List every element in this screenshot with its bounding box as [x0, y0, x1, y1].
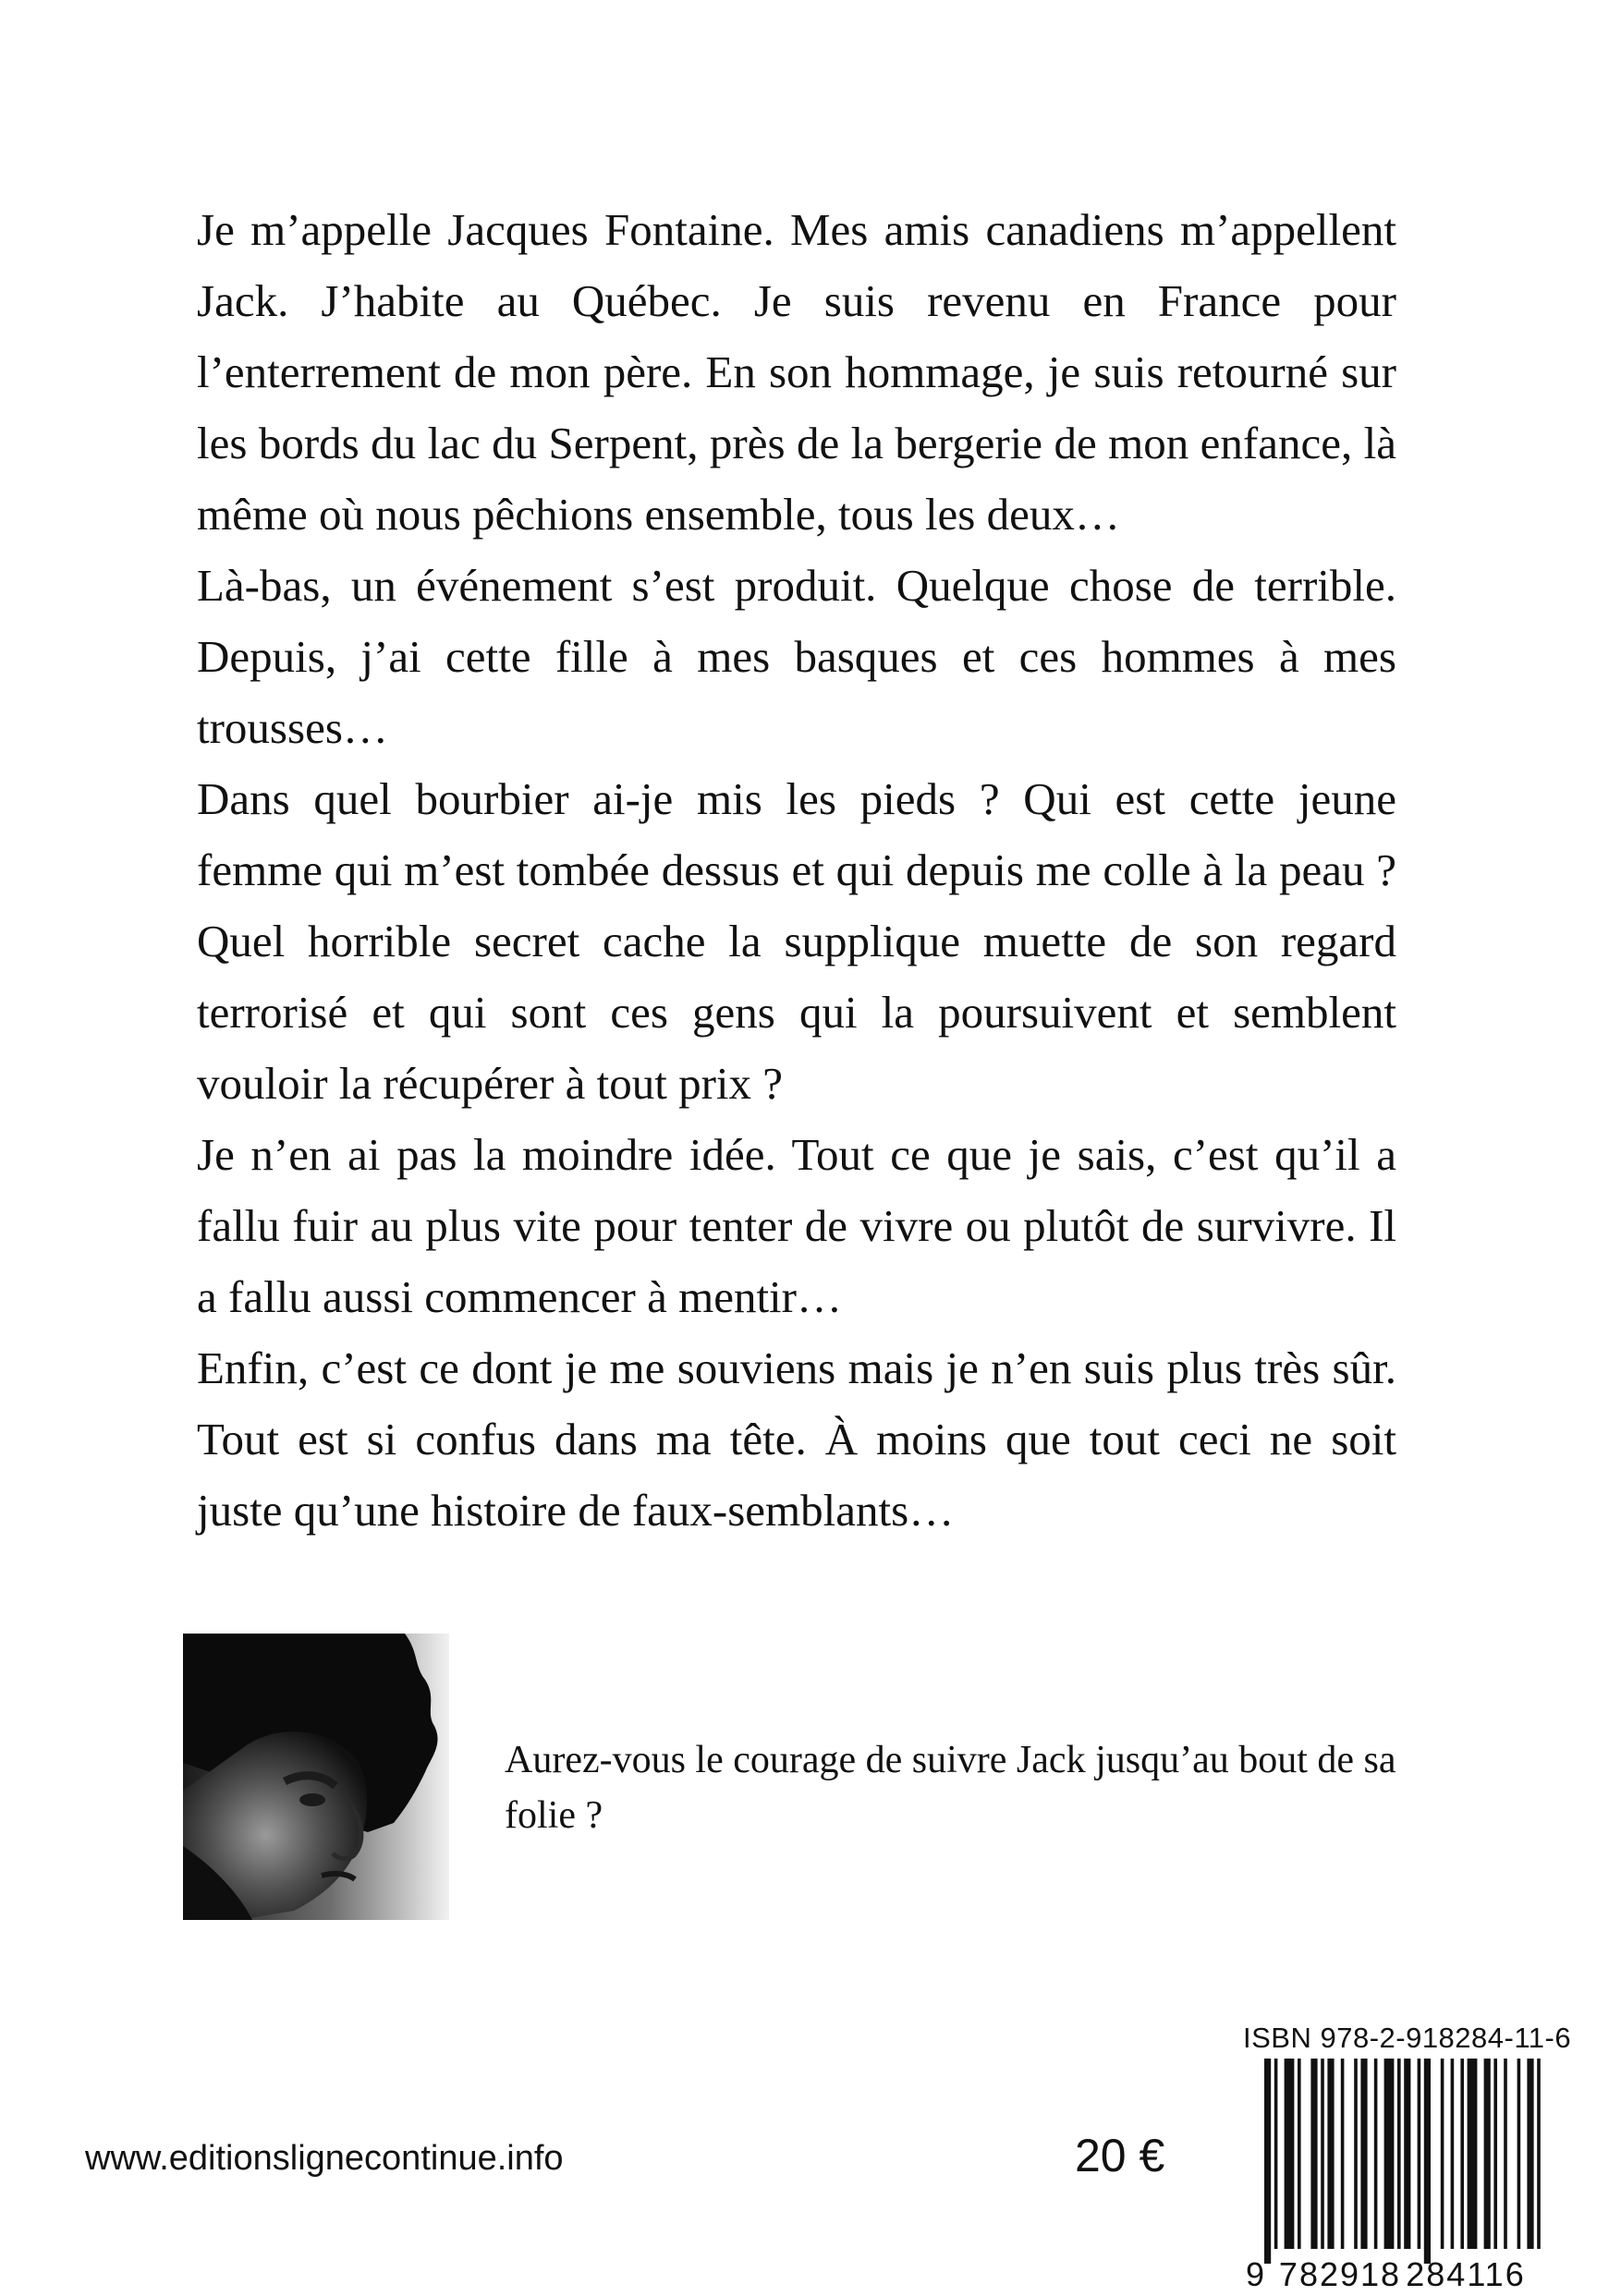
blurb-paragraph: Je n’en ai pas la moindre idée. Tout ce que je sais, c’est qu’il a fallu fuir au plus vite pour tenter de vivre ou plutôt de survivre. Il a fallu aussi commencer à mentir… [197, 1129, 1396, 1322]
tagline: Aurez-vous le courage de suivre Jack jusqu’au bout de sa folie ? [505, 1739, 1396, 1837]
barcode-bar [1451, 2059, 1455, 2249]
barcode-bar [1468, 2059, 1478, 2249]
barcode [1244, 2059, 1545, 2291]
barcode-bar [1310, 2059, 1317, 2249]
barcode-bar [1404, 2059, 1410, 2249]
barcode-bar [1527, 2059, 1533, 2249]
price: 20 € [1075, 2130, 1165, 2181]
barcode-right-group: 284116 [1406, 2255, 1526, 2291]
barcode-bar [1517, 2059, 1521, 2249]
back-cover-blurb [197, 194, 1396, 1546]
blurb-paragraph: Là-bas, un événement s’est produit. Quelque chose de terrible. Depuis, j’ai cette fille à mes basques et ces hommes à mes trousses… [197, 560, 1396, 753]
barcode-bar [1504, 2059, 1507, 2249]
barcode-bar [1341, 2059, 1345, 2249]
blurb-paragraph: Je m’appelle Jacques Fontaine. Mes amis canadiens m’appellent Jack. J’habite au Québec. Je suis revenu en France pour l’enterrement de mon père. En son hommage, je suis retourné sur les bords du lac du Serpent, près de la bergerie de mon enfance, là même où nous pêchions ensemble, tous les deux… [197, 204, 1396, 540]
barcode-bar [1441, 2059, 1444, 2249]
barcode-bar [1460, 2059, 1464, 2249]
barcode-bar [1424, 2059, 1431, 2264]
blurb-paragraph: Dans quel bourbier ai-je mis les pieds ? Qui est cette jeune femme qui m’est tombée dessus et qui depuis me colle à la peau ? Quel horrible secret cache la supplique muette de son regard terrorisé et qui sont ces gens qui la poursuivent et semblent vouloir la récupérer à tout prix ? [197, 773, 1396, 1109]
barcode-bar [1537, 2059, 1541, 2249]
barcode-bar [1418, 2059, 1421, 2249]
barcode-bar [1397, 2059, 1401, 2249]
barcode-bar [1264, 2059, 1271, 2264]
barcode-bar [1493, 2059, 1497, 2249]
barcode-bar [1298, 2059, 1301, 2249]
author-photo [183, 1634, 449, 1920]
barcode-bar [1285, 2059, 1295, 2249]
blurb-paragraph: Enfin, c’est ce dont je me souviens mais je n’en suis plus très sûr. Tout est si confus dans ma tête. À moins que tout ceci ne soit juste qu’une histoire de faux-semblants… [197, 1342, 1396, 1536]
barcode-left-group: 782918 [1278, 2255, 1402, 2291]
barcode-bar [1374, 2059, 1378, 2249]
barcode-bar [1274, 2059, 1278, 2249]
barcode-bar [1484, 2059, 1491, 2249]
barcode-bar [1360, 2059, 1367, 2249]
barcode-bar [1321, 2059, 1324, 2249]
isbn-label: ISBN 978-2-918284-11-6 [1243, 2022, 1572, 2054]
barcode-bar [1384, 2059, 1395, 2249]
barcode-bar [1327, 2059, 1334, 2249]
publisher-website: www.editionslignecontinue.info [85, 2139, 564, 2178]
barcode-first-digit: 9 [1246, 2255, 1265, 2291]
barcode-bar [1354, 2059, 1358, 2249]
